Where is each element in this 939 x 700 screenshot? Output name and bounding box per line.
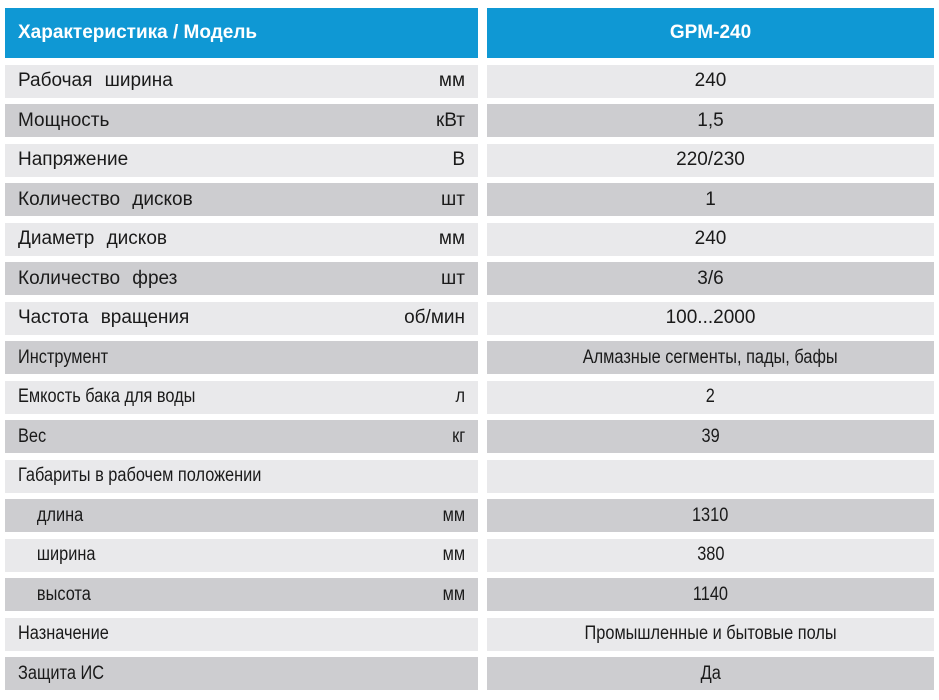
value-cell xyxy=(487,539,934,572)
table-row xyxy=(5,223,934,256)
table-row xyxy=(5,578,934,611)
spec-unit: л xyxy=(455,386,465,407)
characteristic-cell xyxy=(5,381,478,414)
value-cell xyxy=(487,302,934,335)
spec-unit: шт xyxy=(441,188,465,210)
value-cell xyxy=(487,144,934,177)
characteristic-cell xyxy=(5,539,478,572)
value-cell xyxy=(487,223,934,256)
characteristic-cell xyxy=(5,223,478,256)
spec-value: 3/6 xyxy=(697,267,724,289)
spec-label: высота xyxy=(36,583,91,605)
table-row xyxy=(5,341,934,374)
spec-unit: мм xyxy=(442,583,465,605)
spec-label: Мощность xyxy=(18,109,110,131)
spec-value: 1 xyxy=(705,188,716,210)
spec-label: Частота вращения xyxy=(18,307,190,328)
value-cell xyxy=(487,183,934,216)
table-row xyxy=(5,302,934,335)
table-row xyxy=(5,539,934,572)
spec-value: 240 xyxy=(694,70,727,91)
characteristic-cell xyxy=(5,144,478,177)
characteristic-cell xyxy=(5,341,478,374)
spec-value: Промышленные и бытовые полы xyxy=(584,623,837,644)
spec-label: Рабочая ширина xyxy=(18,70,173,91)
spec-label: Инструмент xyxy=(18,346,109,368)
characteristic-cell xyxy=(5,460,478,493)
table-row xyxy=(5,499,934,532)
value-cell xyxy=(487,341,934,374)
characteristic-cell xyxy=(5,65,478,98)
table-row xyxy=(5,144,934,177)
value-cell xyxy=(487,104,934,137)
spec-unit: кг xyxy=(451,425,465,447)
table-body xyxy=(5,65,934,691)
spec-value: 380 xyxy=(696,544,725,565)
spec-unit: мм xyxy=(438,228,465,249)
spec-value: 39 xyxy=(701,425,720,447)
spec-label: Габариты в рабочем положении xyxy=(18,465,262,486)
value-cell xyxy=(487,657,934,690)
spec-unit: об/мин xyxy=(404,307,465,328)
table-row xyxy=(5,183,934,216)
spec-value: 1,5 xyxy=(697,109,724,131)
spec-label: Количество дисков xyxy=(18,188,193,210)
spec-value: 100...2000 xyxy=(665,307,756,328)
model-name: GPM-240 xyxy=(669,22,752,43)
characteristic-cell xyxy=(5,499,478,532)
spec-value: 2 xyxy=(705,386,716,407)
value-cell xyxy=(487,618,934,651)
value-cell xyxy=(487,420,934,453)
value-cell xyxy=(487,65,934,98)
table-row xyxy=(5,657,934,690)
spec-label: Назначение xyxy=(18,623,109,644)
header-cell-characteristic xyxy=(5,8,478,58)
characteristic-cell xyxy=(5,302,478,335)
spec-unit: В xyxy=(452,149,465,170)
value-cell xyxy=(487,460,934,493)
table-row xyxy=(5,104,934,137)
table-header-row xyxy=(5,8,934,58)
spec-label: Диаметр дисков xyxy=(18,228,167,249)
header-cell-model xyxy=(487,8,934,58)
spec-label: Напряжение xyxy=(18,149,129,170)
characteristic-cell xyxy=(5,262,478,295)
spec-value: Да xyxy=(700,662,721,684)
spec-unit: мм xyxy=(442,544,465,565)
characteristic-cell xyxy=(5,657,478,690)
spec-value: 240 xyxy=(694,228,727,249)
table-row xyxy=(5,460,934,493)
spec-label: ширина xyxy=(36,544,96,565)
table-row xyxy=(5,420,934,453)
value-cell xyxy=(487,499,934,532)
spec-label: Защита ИС xyxy=(18,662,105,684)
spec-value: 1140 xyxy=(692,583,729,605)
value-cell xyxy=(487,578,934,611)
characteristic-cell xyxy=(5,104,478,137)
spec-label: длина xyxy=(36,504,84,526)
spec-unit: кВт xyxy=(435,109,465,131)
spec-value: 1310 xyxy=(692,504,729,526)
spec-value: 220/230 xyxy=(676,149,745,170)
table-row xyxy=(5,262,934,295)
characteristic-cell xyxy=(5,183,478,216)
table-row xyxy=(5,381,934,414)
spec-label: Емкость бака для воды xyxy=(18,386,196,407)
characteristic-cell xyxy=(5,578,478,611)
value-cell xyxy=(487,262,934,295)
spec-unit: шт xyxy=(441,267,465,289)
spec-unit: мм xyxy=(442,504,465,526)
characteristic-cell xyxy=(5,618,478,651)
spec-label: Количество фрез xyxy=(18,267,178,289)
header-characteristic-label: Характеристика / Модель xyxy=(18,22,258,43)
table-row xyxy=(5,65,934,98)
spec-value: Алмазные сегменты, пады, бафы xyxy=(583,346,838,368)
value-cell xyxy=(487,381,934,414)
characteristic-cell xyxy=(5,420,478,453)
spec-unit: мм xyxy=(438,70,465,91)
table-row xyxy=(5,618,934,651)
spec-label: Вес xyxy=(18,425,47,447)
